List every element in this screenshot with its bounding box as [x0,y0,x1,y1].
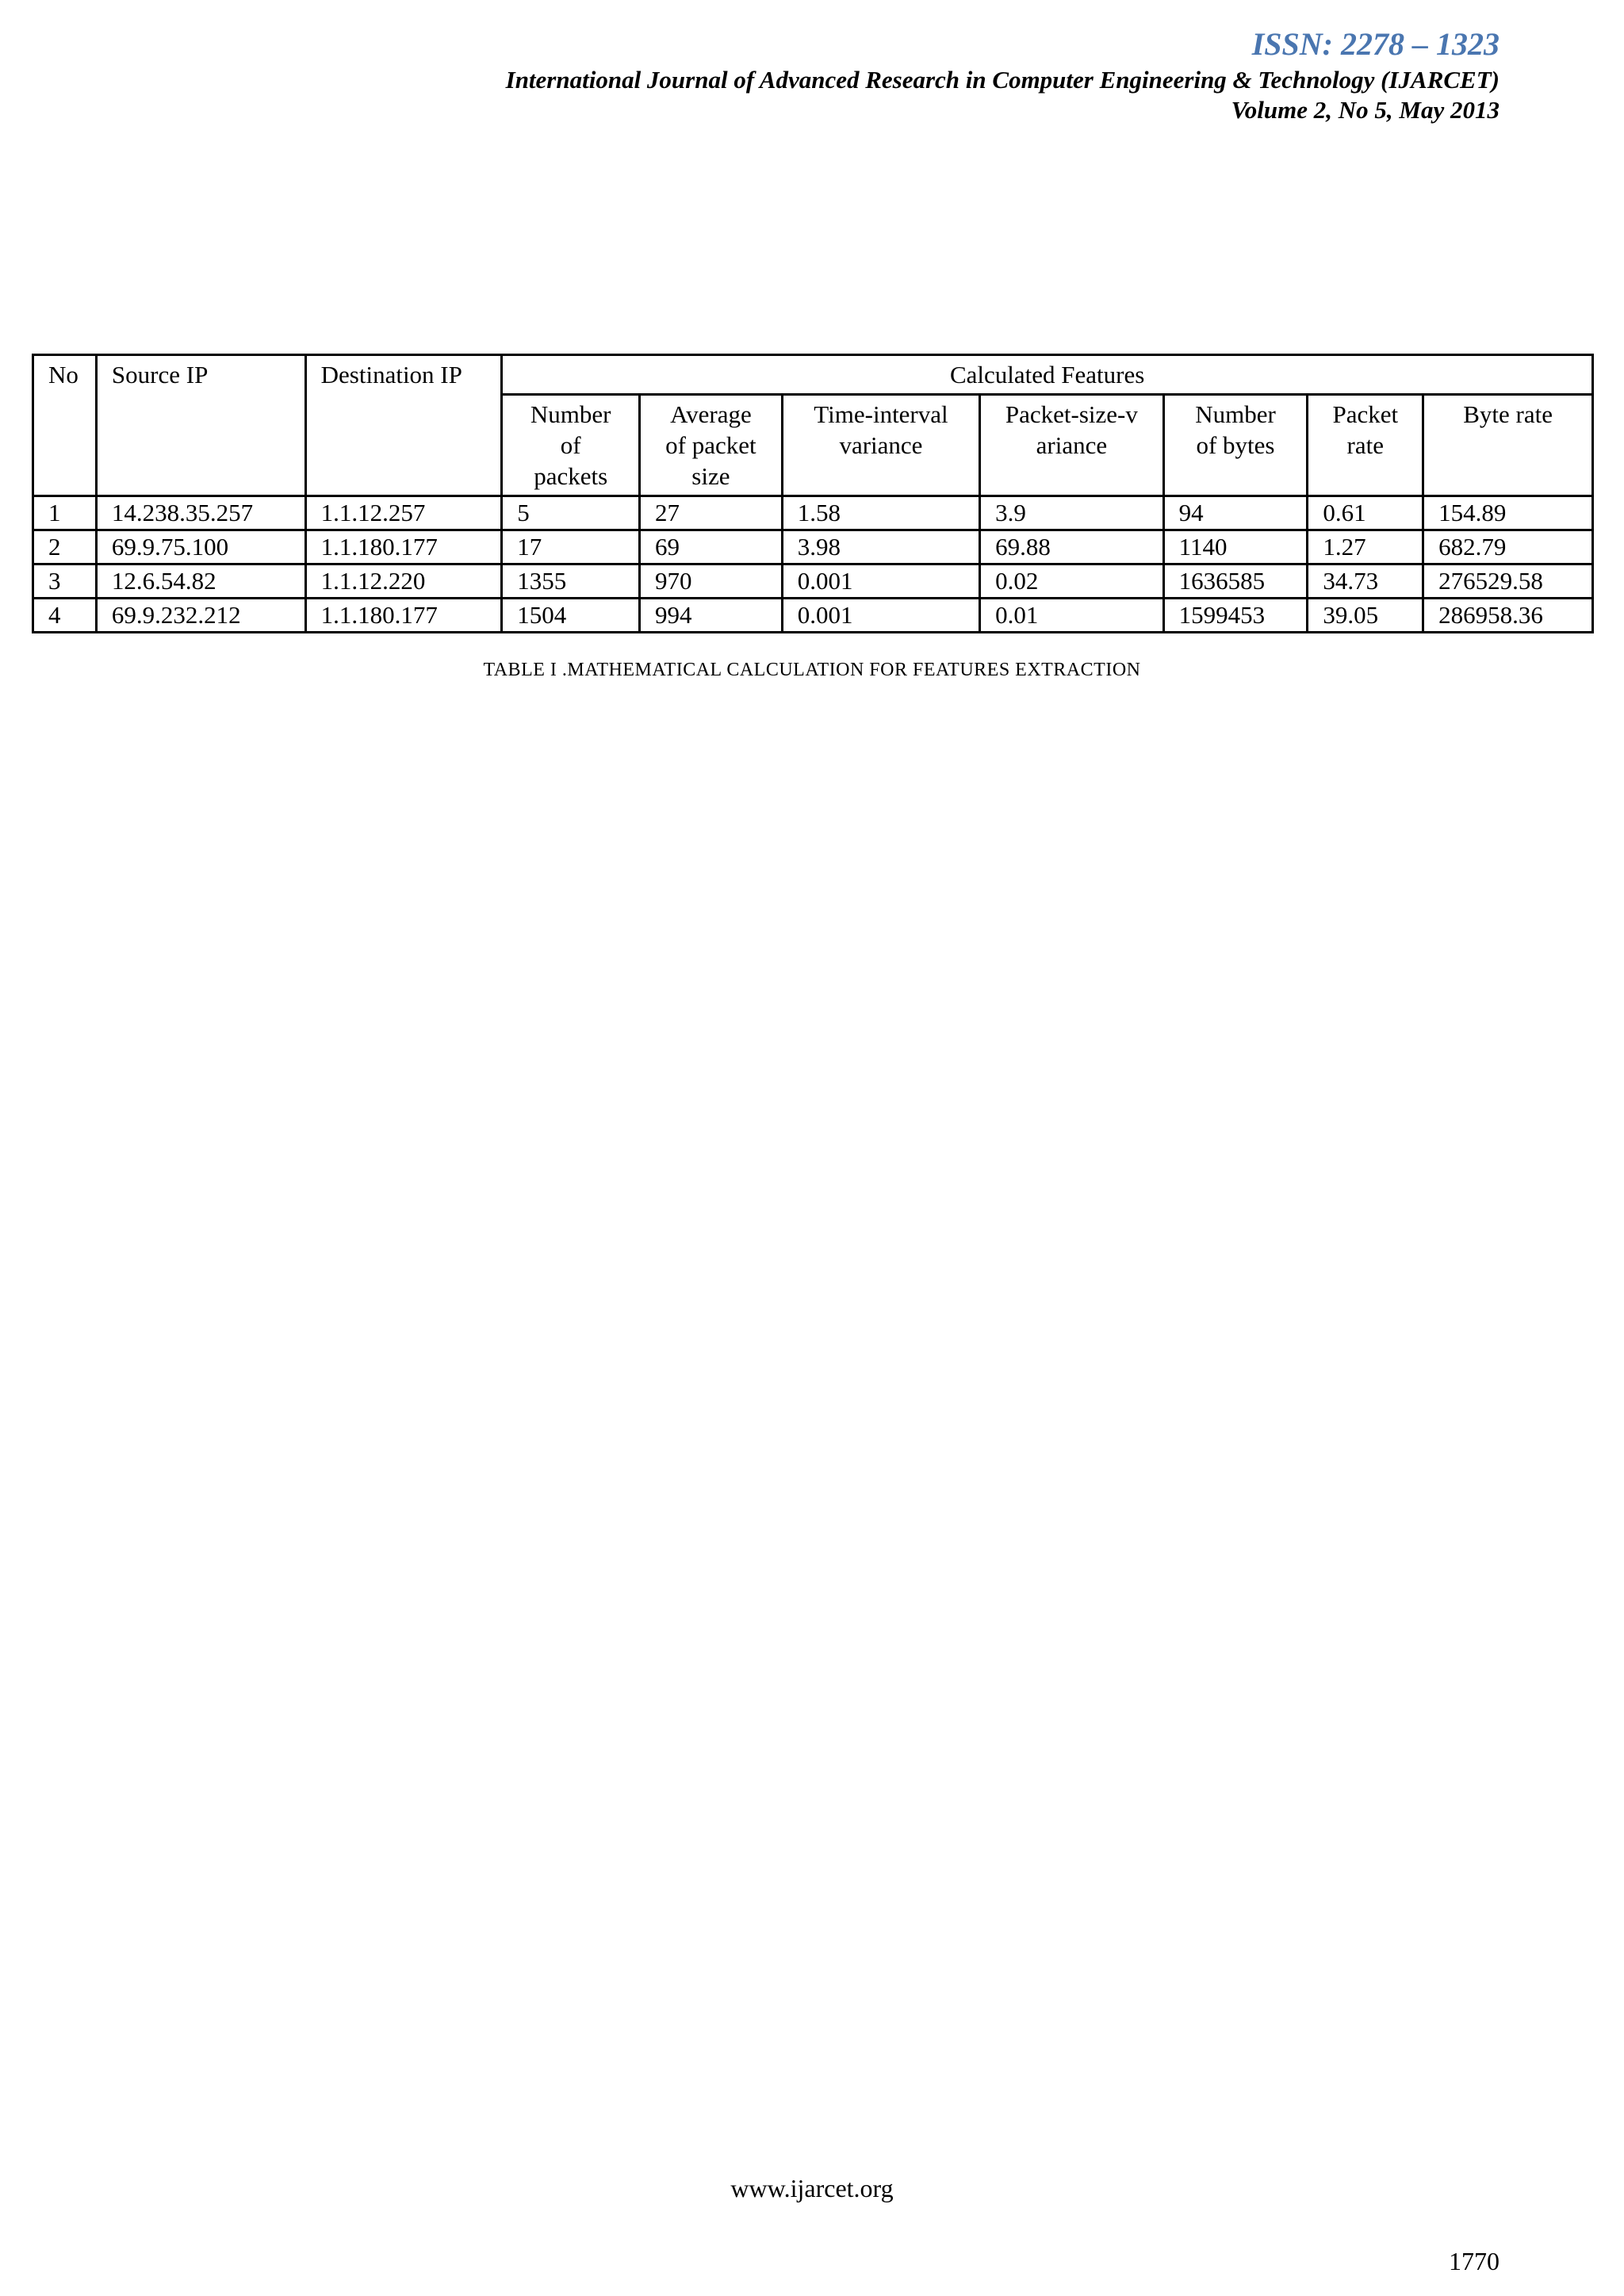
table-row [33,564,1593,599]
subheader-line: size [691,462,730,490]
table-row [33,530,1593,564]
table-cell: 5 [502,496,640,530]
subheader-cell [640,395,783,496]
table-cell: 1504 [502,599,640,633]
features-table [32,354,1594,633]
subheader-cell [980,395,1163,496]
table-cell: 0.01 [980,599,1163,633]
table-cell: 1.58 [782,496,979,530]
subheader-cell [1423,395,1593,496]
header-row-1 [33,355,1593,395]
page-number: 1770 [1449,2247,1500,2275]
table-cell: 27 [640,496,783,530]
table-caption: TABLE I .MATHEMATICAL CALCULATION FOR FEATURES EXTRACTION [483,660,1141,680]
subheader-line: Number [530,400,611,428]
table-cell: 1599453 [1163,599,1308,633]
subheader-line: Number [1195,400,1276,428]
subheader-cell [1163,395,1308,496]
table-cell: 1.27 [1308,530,1423,564]
subheader-cell [782,395,979,496]
table-cell: 682.79 [1423,530,1593,564]
footer-url: www.ijarcet.org [730,2174,894,2202]
table-cell: 1.1.180.177 [305,530,502,564]
table-cell: 17 [502,530,640,564]
subheader-line: of packet [665,431,756,459]
table-cell: 34.73 [1308,564,1423,599]
journal-title: International Journal of Advanced Research in Computer Engineering & Technology (IJARCET) [505,66,1500,94]
table-cell: 4 [33,599,97,633]
table-cell: 154.89 [1423,496,1593,530]
subheader-line: packets [534,462,608,490]
page-header [506,24,1500,125]
subheader-line: of bytes [1196,431,1275,459]
table-cell: 69.88 [980,530,1163,564]
subheader-line: rate [1346,431,1385,459]
table-cell: 0.02 [980,564,1163,599]
header-calculated-features: Calculated Features [502,355,1593,395]
table-cell: 0.001 [782,564,979,599]
table-cell: 1.1.12.220 [305,564,502,599]
subheader-line: of [560,431,581,459]
table-cell: 3 [33,564,97,599]
table-row [33,496,1593,530]
table-cell: 1636585 [1163,564,1308,599]
table-cell: 994 [640,599,783,633]
table-cell: 14.238.35.257 [96,496,305,530]
table-cell: 1.1.12.257 [305,496,502,530]
table-cell: 0.001 [782,599,979,633]
subheader-cell [1308,395,1423,496]
subheader-line: Packet [1332,400,1399,428]
table-cell: 286958.36 [1423,599,1593,633]
table-cell: 94 [1163,496,1308,530]
header-source-ip: Source IP [96,355,305,496]
issn: ISSN: 2278 – 1323 [1251,26,1500,62]
subheader-line: Packet-size-v [1005,400,1138,428]
table-cell: 970 [640,564,783,599]
table-cell: 12.6.54.82 [96,564,305,599]
subheader-line: Time-interval [814,400,948,428]
table-cell: 2 [33,530,97,564]
table-cell: 3.98 [782,530,979,564]
subheader-line: Byte rate [1463,400,1553,428]
table-cell: 0.61 [1308,496,1423,530]
table-cell: 69.9.232.212 [96,599,305,633]
table-cell: 69.9.75.100 [96,530,305,564]
header-no: No [33,355,97,496]
table-cell: 276529.58 [1423,564,1593,599]
table-cell: 69 [640,530,783,564]
table-cell: 3.9 [980,496,1163,530]
table-row [33,599,1593,633]
table-cell: 1.1.180.177 [305,599,502,633]
table-cell: 39.05 [1308,599,1423,633]
table-cell: 1 [33,496,97,530]
subheader-line: variance [839,431,923,459]
subheader-line: ariance [1036,431,1108,459]
table-cell: 1355 [502,564,640,599]
header-destination-ip: Destination IP [305,355,502,496]
subheader-line: Average [670,400,752,428]
subheader-cell [502,395,640,496]
table-body [33,496,1593,633]
table-cell: 1140 [1163,530,1308,564]
volume-info: Volume 2, No 5, May 2013 [1231,96,1500,124]
